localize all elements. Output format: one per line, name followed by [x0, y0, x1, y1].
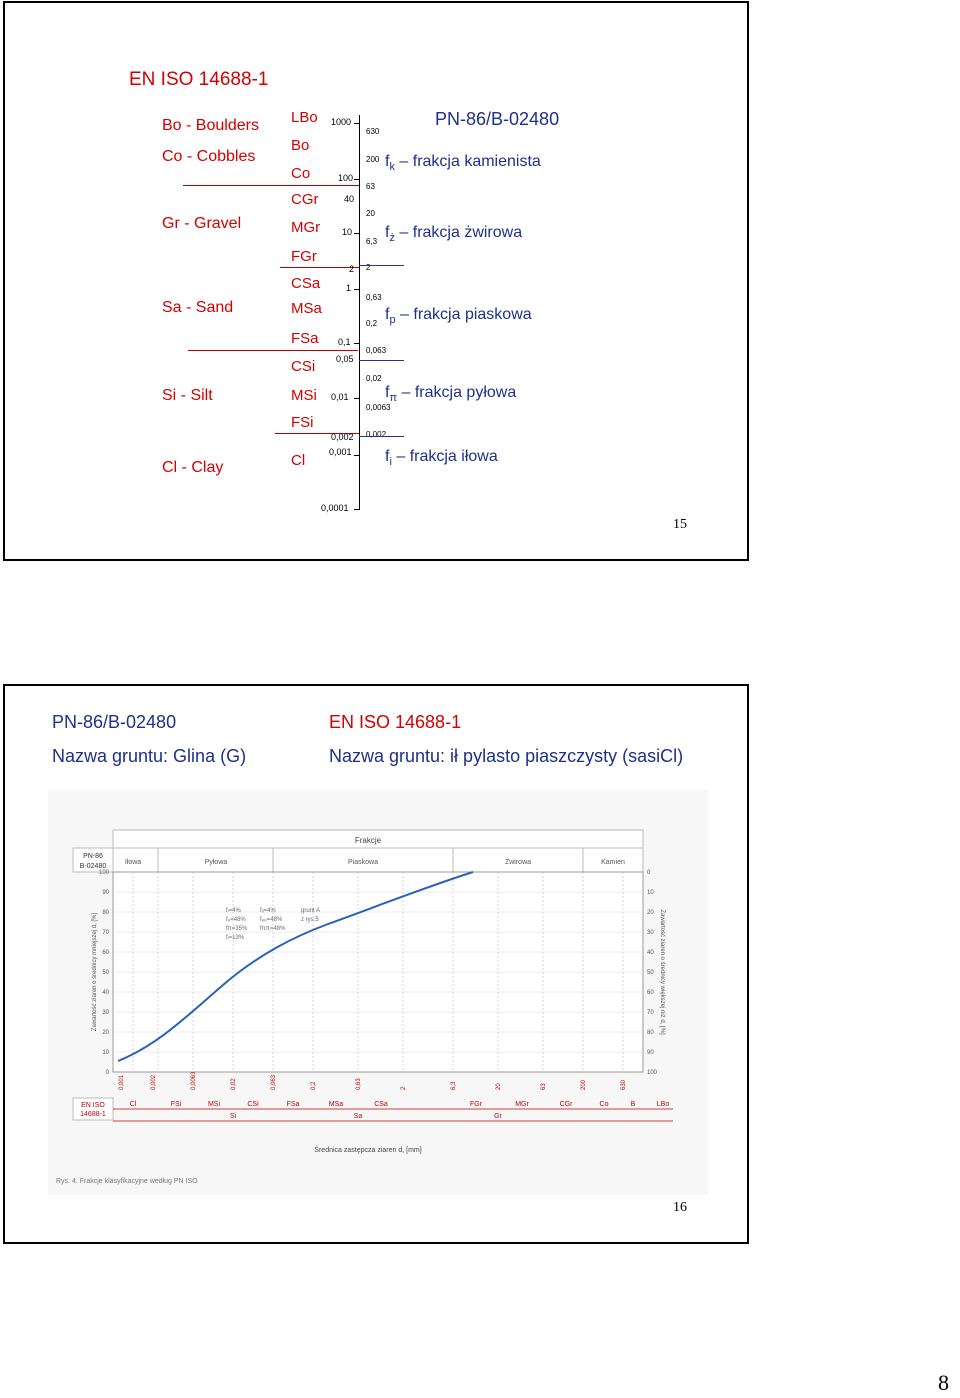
x-value: 6,3: [451, 1081, 457, 1090]
iso-group: Sa: [353, 1113, 363, 1120]
scale-value: 1: [346, 283, 352, 293]
fraction-symbol: f: [385, 153, 390, 170]
figure-header: Frakcje: [354, 836, 382, 845]
left-axis-label: Zawartość ziaren o średnicy mniejszej d, [%]: [92, 912, 98, 1032]
iso-fraction: MSi: [207, 1101, 221, 1108]
x-value: 0,001: [119, 1074, 125, 1090]
pn-boundary-line: [359, 265, 404, 266]
fraction-ilowa: [385, 448, 498, 468]
scale-value: 100: [338, 173, 354, 183]
scale-value: 0,002: [331, 432, 354, 442]
fraction-symbol: f: [385, 224, 390, 241]
pn-fraction-kamien: Kamien: [601, 859, 625, 866]
iso-fraction: FSa: [286, 1101, 300, 1108]
code-mgr: MGr: [291, 219, 321, 236]
slide-title: EN ISO 14688-1: [129, 69, 269, 90]
slide-page-number: 15: [673, 517, 687, 532]
iso-fraction: B: [630, 1101, 636, 1108]
fraction-label: – frakcja iłowa: [396, 448, 498, 465]
pn-scale-value: 0,2: [366, 319, 378, 328]
iso-fraction: FSi: [170, 1101, 182, 1108]
right-tick: 90: [647, 1050, 654, 1056]
soil-name-silt: Si - Silt: [162, 387, 213, 404]
slide-1: [3, 1, 749, 561]
left-subtitle: Nazwa gruntu: Glina (G): [52, 746, 247, 766]
legend-left: fₚ=48%: [226, 917, 246, 923]
right-tick: 80: [647, 1030, 654, 1036]
fraction-zwirowa: [385, 224, 522, 244]
x-value: 20: [496, 1083, 502, 1090]
code-co: Co: [291, 165, 311, 182]
code-lbo: LBo: [291, 109, 318, 126]
scale-value: 10: [342, 227, 353, 237]
pn-fraction-zwirowa: Żwirowa: [504, 859, 532, 866]
pn-fraction-piaskowa: Piaskowa: [348, 859, 378, 866]
left-title: PN-86/B-02480: [52, 712, 177, 732]
iso-fraction: CSa: [374, 1101, 388, 1108]
x-value: 0,63: [356, 1078, 362, 1090]
code-bo: Bo: [291, 137, 310, 154]
pn-title: PN-86/B-02480: [435, 109, 560, 129]
scale-value: 2: [349, 264, 355, 274]
right-axis-label: Zawartość ziaren o średnicy większej niż d, [%]: [659, 909, 665, 1035]
pn-scale-value: 0,0063: [366, 403, 391, 412]
pn-scale-value: 200: [366, 155, 380, 164]
iso-fraction: MSa: [328, 1101, 344, 1108]
pn-fraction-pylowa: Pyłowa: [204, 859, 228, 866]
code-msa: MSa: [291, 300, 322, 317]
left-tick: 0: [105, 1070, 109, 1076]
x-axis-label: Średnica zastępcza ziaren d, [mm]: [314, 1147, 422, 1154]
right-title: EN ISO 14688-1: [329, 712, 462, 732]
left-tick: 90: [102, 890, 109, 896]
left-tick: 60: [102, 950, 109, 956]
left-tick: 10: [102, 1050, 109, 1056]
right-tick: 70: [647, 1010, 654, 1016]
scale-value: 0,0001: [321, 503, 349, 513]
iso-label-2: 14688-1: [80, 1111, 106, 1118]
iso-fraction: Cl: [129, 1101, 137, 1108]
pn-scale-value: 2: [366, 263, 371, 272]
boundary-line: [188, 350, 358, 351]
grain-size-figure: [48, 790, 708, 1195]
pn-scale-value: 630: [366, 127, 380, 136]
soil-name-clay: Cl - Clay: [162, 459, 224, 476]
legend-left: fᵢ=4%: [226, 908, 241, 914]
left-tick: 100: [98, 870, 109, 876]
pn-boundary-line: [359, 436, 404, 437]
right-tick: 60: [647, 990, 654, 996]
x-value: 630: [621, 1079, 627, 1090]
iso-label-1: EN ISO: [81, 1102, 105, 1109]
soil-name-cobbles: Co - Cobbles: [162, 148, 256, 165]
pn-scale-value: 20: [366, 209, 375, 218]
left-tick: 30: [102, 1010, 109, 1016]
iso-group: Si: [229, 1113, 237, 1120]
legend-mid: fₚₚ=48%: [260, 917, 283, 923]
soil-name-sand: Sa - Sand: [162, 299, 234, 316]
fraction-label: – frakcja żwirowa: [399, 224, 523, 241]
left-tick: 80: [102, 910, 109, 916]
soil-name-boulders: Bo - Boulders: [162, 117, 259, 134]
code-msi: MSi: [291, 387, 317, 404]
right-tick: 40: [647, 950, 654, 956]
legend-right: grunt A: [301, 908, 321, 914]
pn-boundary-line: [359, 360, 404, 361]
x-value: 0,02: [231, 1078, 237, 1090]
pn-label-1: PN-86: [83, 853, 103, 860]
scale-value: 0,01: [331, 392, 349, 402]
right-subtitle: Nazwa gruntu: ił pylasto piaszczysty (sasiCl): [329, 746, 684, 766]
fraction-label: – frakcja pyłowa: [401, 384, 517, 401]
code-csi: CSi: [291, 358, 316, 375]
fraction-subscript: ż: [389, 232, 395, 245]
right-tick: 100: [647, 1070, 658, 1076]
slide-page-number: 16: [673, 1200, 687, 1215]
iso-fraction: LBo: [656, 1101, 670, 1108]
legend-left: fᵢ=13%: [226, 935, 245, 941]
x-value: 0,2: [311, 1081, 317, 1090]
pn-scale-value: 0,002: [366, 430, 387, 439]
scale-value: 0,1: [338, 337, 351, 347]
fraction-subscript: π: [389, 392, 398, 405]
x-value: 63: [541, 1083, 547, 1090]
fraction-symbol: f: [385, 448, 390, 465]
axis-tick: [354, 123, 359, 124]
fraction-pylowa: [385, 384, 516, 404]
x-value: 2: [401, 1086, 407, 1090]
code-fgr: FGr: [291, 248, 317, 265]
iso-group: Gr: [494, 1113, 502, 1120]
boundary-line: [280, 267, 359, 268]
iso-fraction: CGr: [559, 1101, 573, 1108]
slide-2: [3, 684, 749, 1244]
legend-right: z rys.5: [301, 917, 319, 923]
iso-fraction: Co: [599, 1101, 609, 1108]
left-tick: 40: [102, 990, 109, 996]
page-number: 8: [938, 1370, 949, 1395]
axis-tick: [354, 289, 359, 290]
pn-fraction-ilowa: Iłowa: [124, 859, 142, 866]
axis-tick: [354, 509, 359, 510]
fraction-symbol: f: [385, 306, 390, 323]
pn-scale-value: 0,63: [366, 293, 382, 302]
right-tick: 10: [647, 890, 654, 896]
figure-caption: Rys. 4. Frakcje klasyfikacyjne według PN ISO: [56, 1178, 198, 1185]
fraction-piaskowa: [385, 306, 532, 326]
left-tick: 70: [102, 930, 109, 936]
pn-scale-value: 0,02: [366, 374, 382, 383]
right-tick: 30: [647, 930, 654, 936]
fraction-symbol: f: [385, 384, 390, 401]
soil-name-gravel: Gr - Gravel: [162, 215, 242, 232]
fraction-kamienista: [385, 153, 541, 173]
pn-scale-value: 0,063: [366, 346, 387, 355]
scale-value: 0,05: [336, 354, 354, 364]
legend-left: fπ=35%: [226, 926, 248, 932]
scale-value: 1000: [331, 117, 352, 127]
fraction-label: – frakcja piaskowa: [400, 306, 532, 323]
code-cgr: CGr: [291, 191, 319, 208]
pn-scale-value: 63: [366, 182, 375, 191]
fraction-subscript: k: [389, 161, 395, 174]
scale-value: 0,001: [329, 447, 352, 457]
boundary-line: [183, 185, 359, 186]
legend-mid: fππ=48%: [260, 926, 286, 932]
scale-value: 40: [344, 194, 355, 204]
fraction-subscript: p: [389, 314, 396, 327]
pn-scale-value: 6,3: [366, 237, 378, 246]
left-tick: 50: [102, 970, 109, 976]
legend-mid: fᵢᵢ=4%: [260, 908, 276, 914]
iso-fraction: FGr: [469, 1101, 483, 1108]
fraction-label: – frakcja kamienista: [399, 153, 541, 170]
right-tick: 50: [647, 970, 654, 976]
code-cl: Cl: [291, 452, 306, 469]
x-value: 0,0063: [191, 1071, 197, 1090]
pn-label-2: B-02480: [79, 863, 107, 870]
axis-tick: [354, 179, 359, 180]
left-tick: 20: [102, 1030, 109, 1036]
scale-axis: [359, 115, 360, 510]
code-fsi: FSi: [291, 414, 314, 431]
right-tick: 20: [647, 910, 654, 916]
fraction-subscript: i: [389, 456, 392, 469]
x-value: 0,002: [151, 1074, 157, 1090]
right-tick: 0: [647, 870, 651, 876]
code-csa: CSa: [291, 275, 321, 292]
axis-tick: [354, 455, 359, 456]
x-value: 200: [581, 1079, 587, 1090]
x-value: 0,063: [271, 1074, 277, 1090]
axis-tick: [354, 398, 359, 399]
iso-fraction: MGr: [515, 1101, 529, 1108]
axis-tick: [354, 233, 359, 234]
axis-tick: [354, 343, 359, 344]
code-fsa: FSa: [291, 330, 319, 347]
iso-fraction: CSi: [247, 1101, 259, 1108]
